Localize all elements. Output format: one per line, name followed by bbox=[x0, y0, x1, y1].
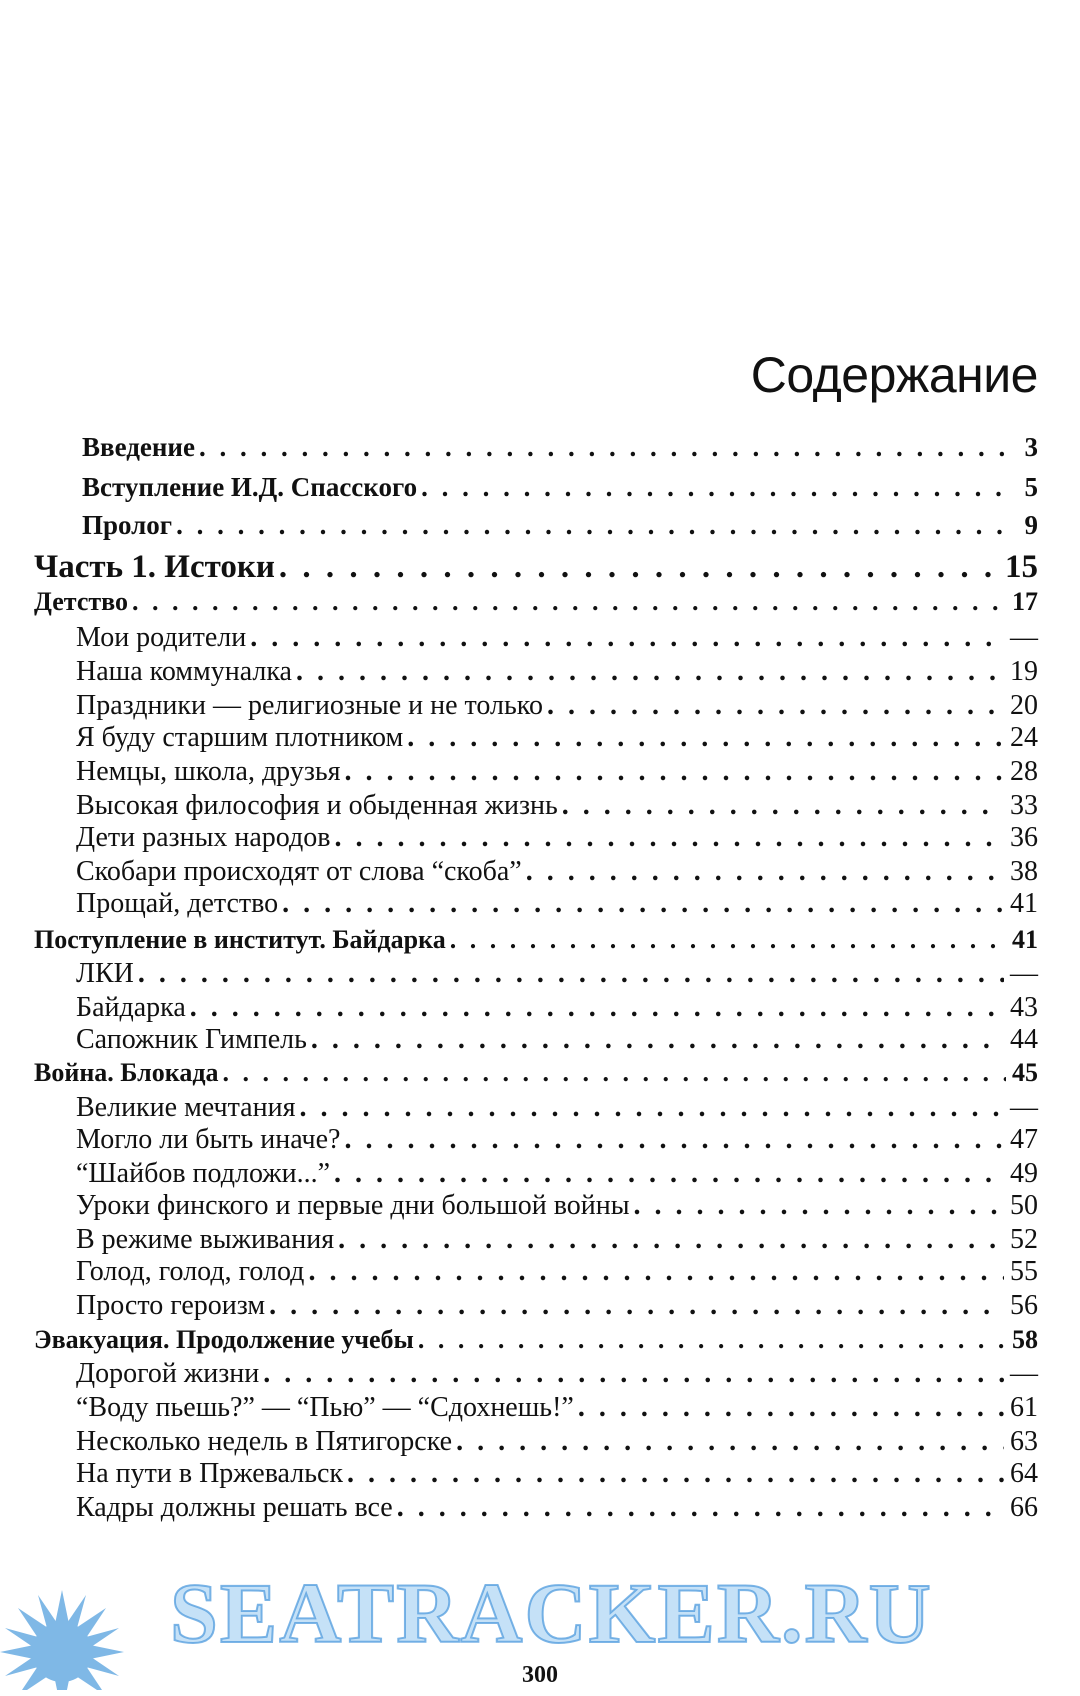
toc-entry-sub bbox=[76, 1158, 1038, 1190]
toc-entry-sub bbox=[76, 822, 1038, 854]
toc-entry-title: Мои родители bbox=[76, 622, 247, 653]
toc-entry-page: 19 bbox=[1010, 656, 1038, 687]
dot-leader bbox=[263, 1358, 1004, 1390]
toc-entry-page: — bbox=[1010, 1358, 1038, 1389]
toc-entry-page: 56 bbox=[1010, 1290, 1038, 1321]
dot-leader bbox=[334, 1158, 1004, 1190]
dot-leader bbox=[578, 1392, 1004, 1424]
toc-entry-sub bbox=[76, 1458, 1038, 1490]
toc-entry-front bbox=[82, 510, 1038, 541]
toc-entry-part bbox=[34, 549, 1038, 586]
toc-entry-title: Наша коммуналка bbox=[76, 656, 292, 687]
toc-entry-sub bbox=[76, 1224, 1038, 1256]
dot-leader bbox=[132, 587, 1006, 617]
dot-leader bbox=[347, 1458, 1004, 1490]
toc-entry-page: 17 bbox=[1012, 587, 1038, 616]
dot-leader bbox=[269, 1290, 1004, 1322]
dot-leader bbox=[407, 722, 1004, 754]
toc-entry-sub bbox=[76, 1426, 1038, 1458]
dot-leader bbox=[634, 1190, 1004, 1222]
toc-entry-page: 44 bbox=[1010, 1024, 1038, 1055]
toc-entry-page: 24 bbox=[1010, 722, 1038, 753]
toc-entry-sub bbox=[76, 1358, 1038, 1390]
toc-entry-chapter bbox=[34, 1058, 1038, 1088]
toc-entry-page: 49 bbox=[1010, 1158, 1038, 1189]
toc-entry-chapter bbox=[34, 925, 1038, 955]
dot-leader bbox=[397, 1492, 1004, 1524]
dot-leader bbox=[296, 656, 1004, 688]
dot-leader bbox=[456, 1426, 1004, 1458]
watermark-text: SEATRACKER.RU bbox=[170, 1565, 933, 1661]
dot-leader bbox=[282, 888, 1004, 920]
toc-entry-page: 55 bbox=[1010, 1256, 1038, 1287]
toc-entry-page: 5 bbox=[1024, 472, 1038, 502]
toc-entry-sub bbox=[76, 1190, 1038, 1222]
dot-leader bbox=[562, 790, 1004, 822]
dot-leader bbox=[344, 1124, 1004, 1156]
toc-entry-page: 66 bbox=[1010, 1492, 1038, 1523]
toc-entry-title: Высокая философия и обыденная жизнь bbox=[76, 790, 558, 821]
dot-leader bbox=[547, 690, 1004, 722]
toc-entry-sub bbox=[76, 1092, 1038, 1124]
toc-entry-page: 47 bbox=[1010, 1124, 1038, 1155]
toc-entry-title: Несколько недель в Пятигорске bbox=[76, 1426, 453, 1457]
toc-entry-title: Голод, голод, голод bbox=[76, 1256, 305, 1287]
toc-entry-title: Война. Блокада bbox=[34, 1058, 219, 1087]
toc-entry-sub bbox=[76, 992, 1038, 1024]
toc-entry-sub bbox=[76, 790, 1038, 822]
toc-entry-page: 58 bbox=[1012, 1325, 1038, 1354]
toc-entry-page: 41 bbox=[1012, 925, 1038, 954]
dot-leader bbox=[345, 756, 1004, 788]
toc-entry-title: Поступление в институт. Байдарка bbox=[34, 925, 446, 954]
dot-leader bbox=[279, 549, 999, 586]
toc-entry-title: Великие мечтания bbox=[76, 1092, 296, 1123]
dot-leader bbox=[526, 856, 1004, 888]
toc-entry-sub bbox=[76, 1492, 1038, 1524]
toc-entry-title: Часть 1. Истоки bbox=[34, 549, 275, 585]
toc-entry-page: 33 bbox=[1010, 790, 1038, 821]
dot-leader bbox=[222, 1058, 1006, 1088]
toc-entry-title: Эвакуация. Продолжение учебы bbox=[34, 1325, 414, 1354]
toc-entry-title: Могло ли быть иначе? bbox=[76, 1124, 341, 1155]
toc-entry-title: Просто героизм bbox=[76, 1290, 266, 1321]
toc-entry-page: 63 bbox=[1010, 1426, 1038, 1457]
toc-entry-title: “Воду пьешь?” — “Пью” — “Сдохнешь!” bbox=[76, 1392, 574, 1423]
toc-entry-page: — bbox=[1010, 1092, 1038, 1123]
dot-leader bbox=[138, 958, 1004, 990]
toc-entry-title: Вступление И.Д. Спасского bbox=[82, 472, 418, 502]
toc-entry-chapter bbox=[34, 1325, 1038, 1355]
toc-entry-title: Прощай, детство bbox=[76, 888, 279, 919]
toc-entry-title: На пути в Пржевальск bbox=[76, 1458, 343, 1489]
toc-entry-title: ЛКИ bbox=[76, 958, 134, 989]
toc-entry-sub bbox=[76, 756, 1038, 788]
toc-entry-title: Праздники — религиозные и не только bbox=[76, 690, 543, 721]
dot-leader bbox=[311, 1024, 1004, 1056]
toc-entry-sub bbox=[76, 958, 1038, 990]
toc-entry-title: Сапожник Гимпель bbox=[76, 1024, 307, 1055]
dot-leader bbox=[308, 1256, 1004, 1288]
dot-leader bbox=[176, 510, 1010, 541]
toc-entry-title: Кадры должны решать все bbox=[76, 1492, 393, 1523]
toc-entry-page: 45 bbox=[1012, 1058, 1038, 1087]
toc-entry-page: 3 bbox=[1024, 432, 1038, 462]
toc-entry-sub bbox=[76, 656, 1038, 688]
dot-leader bbox=[338, 1224, 1004, 1256]
dot-leader bbox=[250, 622, 1004, 654]
toc-entry-sub bbox=[76, 1124, 1038, 1156]
toc-entry-title: Немцы, школа, друзья bbox=[76, 756, 341, 787]
toc-entry-page: 43 bbox=[1010, 992, 1038, 1023]
toc-entry-front bbox=[82, 432, 1038, 463]
toc-entry-title: Дорогой жизни bbox=[76, 1358, 260, 1389]
toc-entry-title: Байдарка bbox=[76, 992, 186, 1023]
toc-entry-sub bbox=[76, 1290, 1038, 1322]
toc-entry-title: Я буду старшим плотником bbox=[76, 722, 404, 753]
toc-entry-sub bbox=[76, 622, 1038, 654]
dot-leader bbox=[190, 992, 1004, 1024]
toc-entry-sub bbox=[76, 690, 1038, 722]
toc-entry-title: В режиме выживания bbox=[76, 1224, 335, 1255]
toc-entry-page: — bbox=[1010, 622, 1038, 653]
toc-entry-page: 36 bbox=[1010, 822, 1038, 853]
page-number: 300 bbox=[522, 1662, 558, 1688]
dot-leader bbox=[299, 1092, 1004, 1124]
toc-entry-page: 64 bbox=[1010, 1458, 1038, 1489]
toc-entry-sub bbox=[76, 722, 1038, 754]
toc-entry-sub bbox=[76, 856, 1038, 888]
toc-entry-title: Скобари происходят от слова “скоба” bbox=[76, 856, 522, 887]
dot-leader bbox=[334, 822, 1004, 854]
dot-leader bbox=[199, 432, 1010, 463]
toc-entry-title: Детство bbox=[34, 587, 129, 616]
toc-entry-page: 38 bbox=[1010, 856, 1038, 887]
toc-entry-sub bbox=[76, 1024, 1038, 1056]
toc-entry-page: — bbox=[1010, 958, 1038, 989]
toc-entry-title: Уроки финского и первые дни большой войны bbox=[76, 1190, 630, 1221]
toc-entry-sub bbox=[76, 1256, 1038, 1288]
toc-entry-page: 15 bbox=[1005, 549, 1038, 585]
toc-entry-title: Дети разных народов bbox=[76, 822, 331, 853]
toc-entry-page: 41 bbox=[1010, 888, 1038, 919]
toc-entry-sub bbox=[76, 888, 1038, 920]
toc-entry-page: 20 bbox=[1010, 690, 1038, 721]
toc-entry-title: Введение bbox=[82, 432, 195, 462]
dot-leader bbox=[418, 1325, 1006, 1355]
dot-leader bbox=[450, 925, 1006, 955]
dot-leader bbox=[421, 472, 1010, 503]
toc-entry-chapter bbox=[34, 587, 1038, 617]
toc-entry-sub bbox=[76, 1392, 1038, 1424]
toc-entry-page: 9 bbox=[1024, 510, 1038, 540]
toc-entry-page: 61 bbox=[1010, 1392, 1038, 1423]
toc-entry-front bbox=[82, 472, 1038, 503]
toc-entry-page: 28 bbox=[1010, 756, 1038, 787]
toc-entry-page: 52 bbox=[1010, 1224, 1038, 1255]
toc-entry-title: “Шайбов подложи...” bbox=[76, 1158, 331, 1189]
toc-entry-page: 50 bbox=[1010, 1190, 1038, 1221]
page-title: Содержание bbox=[750, 347, 1038, 403]
toc-entry-title: Пролог bbox=[82, 510, 173, 540]
